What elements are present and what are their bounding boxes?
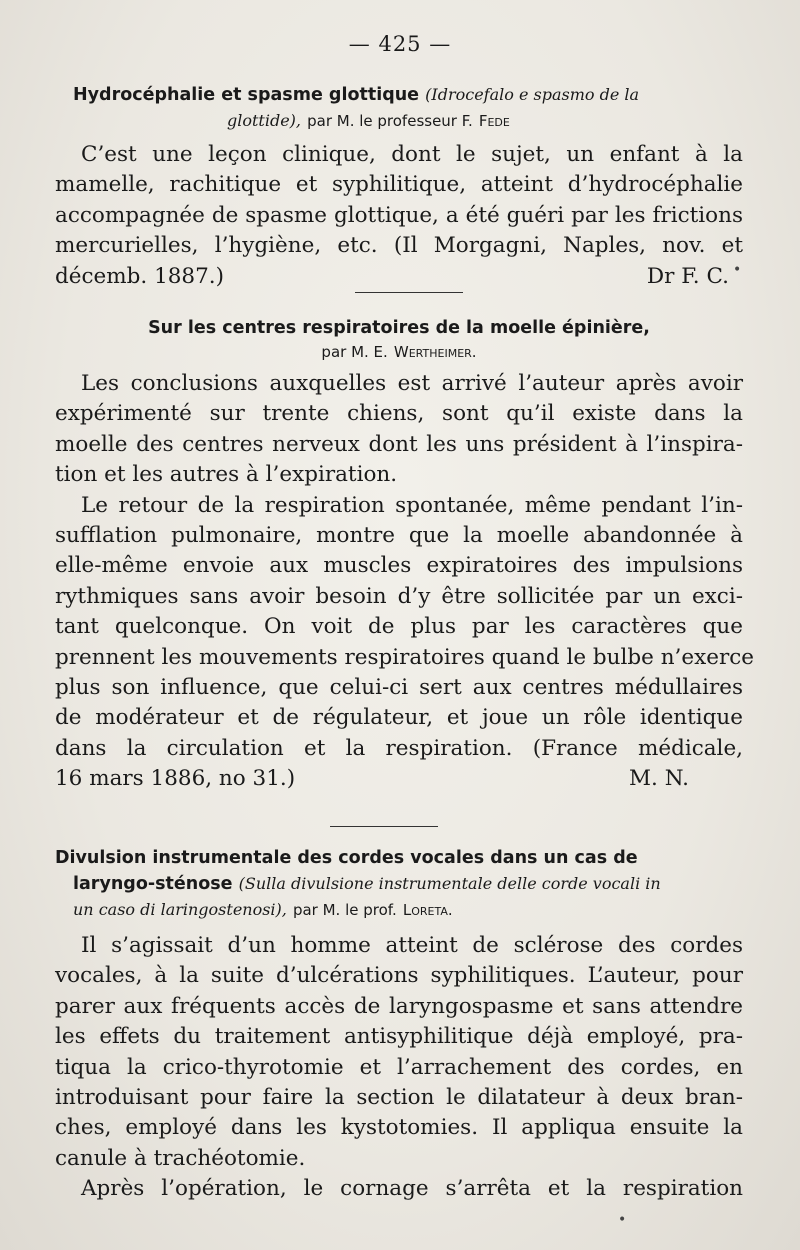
article-centres-respiratoires — [55, 316, 754, 795]
article-byline: par M. E. Wertheimer. — [321, 343, 477, 361]
margin-dot: • — [733, 262, 742, 278]
text-line: dans la circulation et la respiration. (France médicale, — [55, 735, 743, 761]
text-line: tiqua la crico-thyrotomie et l’arrachement des cordes, en — [55, 1054, 743, 1080]
text-line: C’est une leçon clinique, dont le sujet, un enfant à la — [81, 142, 743, 167]
text-line: introduisant pour faire la section le dilatateur à deux bran- — [55, 1085, 743, 1111]
article-byline: glottide), par M. le professeur F. Fede — [227, 111, 510, 130]
article-divulsion — [55, 846, 743, 1205]
article-body — [55, 369, 754, 795]
text-line: Il s’agissait d’un homme atteint de sclérose des cordes — [81, 933, 743, 958]
article-byline: un caso di laringostenosi), par M. le prof. Loreta. — [73, 900, 453, 919]
text-line: plus son influence, que celui-ci sert aux centres médullaires — [55, 675, 743, 701]
closing-line — [55, 262, 743, 292]
text-line: les effets du traitement antisyphilitique déjà employé, pra- — [55, 1024, 743, 1050]
text-line: ches, employé dans les kystotomies. Il appliqua ensuite la — [55, 1115, 743, 1141]
article-title: Hydrocéphalie et spasme glottique (Idrocefalo e spasmo de la — [73, 85, 640, 105]
article-title: Sur les centres respiratoires de la moelle épinière, — [148, 318, 650, 338]
text-line: sufflation pulmonaire, montre que la moelle abandonnée à — [55, 523, 743, 549]
text-line: expérimenté sur trente chiens, sont qu’il existe dans la — [55, 401, 743, 427]
text-line: vocales, à la suite d’ulcérations syphilitiques. L’auteur, pour — [55, 963, 743, 989]
article-body — [55, 140, 743, 292]
page-number: — 425 — — [348, 32, 452, 56]
text-line: mercurielles, l’hygiène, etc. (Il Morgagni, Naples, nov. et — [55, 233, 743, 259]
signature: Dr F. C. — [646, 263, 729, 289]
text-line: mamelle, rachitique et syphilitique, atteint d’hydrocéphalie — [55, 172, 743, 198]
text-line: de modérateur et de régulateur, et joue un rôle identique — [55, 705, 743, 731]
article-title-cont: laryngo-sténose (Sulla divulsione instrumentale delle corde vocali in — [73, 874, 661, 894]
text-line: Le retour de la respiration spontanée, même pendant l’in- — [81, 492, 743, 518]
text-line: canule à trachéotomie. — [55, 1145, 306, 1171]
text-line: tant quelconque. On voit de plus par les caractères que — [55, 614, 743, 640]
text-line: moelle des centres nerveux dont les uns président à l’inspira- — [55, 431, 743, 457]
citation-end: 16 mars 1886, no 31.) — [55, 766, 296, 792]
text-line: elle-même envoie aux muscles expiratoires des impulsions — [55, 553, 743, 579]
signature: M. N. — [629, 766, 689, 792]
section-divider — [355, 292, 463, 293]
article-title: Divulsion instrumentale des cordes vocales dans un cas de — [55, 848, 638, 868]
text-line: Les conclusions auxquelles est arrivé l’auteur après avoir — [81, 371, 743, 396]
article-body — [55, 931, 743, 1205]
margin-dot: • — [618, 1212, 627, 1228]
closing-line — [55, 764, 743, 794]
text-line: rythmiques sans avoir besoin d’y être sollicitée par un exci- — [55, 583, 743, 609]
section-divider — [330, 826, 438, 827]
text-line: accompagnée de spasme glottique, a été guéri par les frictions — [55, 202, 743, 228]
text-line: parer aux fréquents accès de laryngospasme et sans attendre — [55, 993, 743, 1019]
text-line: prennent les mouvements respiratoires quand le bulbe n’exerce — [55, 644, 754, 670]
citation-end: décemb. 1887.) — [55, 263, 225, 289]
text-line: Après l’opération, le cornage s’arrêta et la respiration — [81, 1176, 743, 1202]
text-line: tion et les autres à l’expiration. — [55, 462, 398, 488]
article-hydrocephalie — [55, 82, 743, 292]
